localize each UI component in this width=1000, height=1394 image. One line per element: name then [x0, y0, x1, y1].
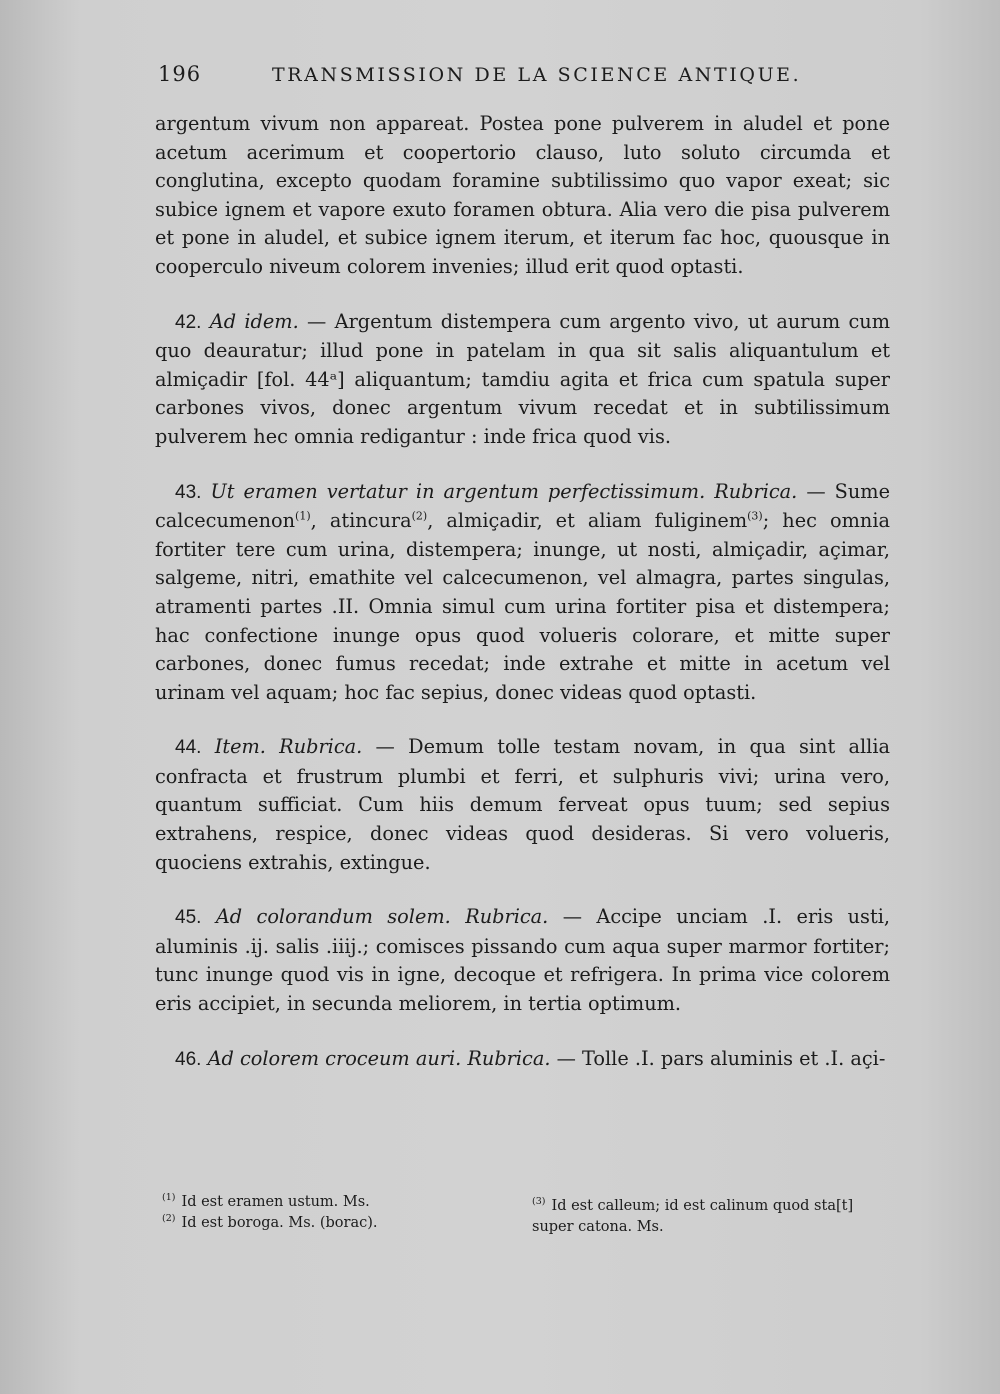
- paragraph-text: — Tolle .I. pars aluminis et .I. açi-: [556, 1046, 886, 1070]
- page-header: [158, 62, 888, 96]
- paragraph-heading: Item. Rubrica.: [214, 735, 363, 759]
- paragraph-heading: Ad colorem croceum auri. Rubrica.: [207, 1046, 551, 1070]
- footnote-text: Id est calleum; id est calinum quod sta[t]: [551, 1198, 854, 1214]
- footnotes: [162, 1192, 897, 1262]
- paragraph-46: [155, 1045, 890, 1075]
- footnote-3: [532, 1196, 897, 1217]
- footnote-3-continued: super catona. Ms.: [532, 1219, 664, 1235]
- footnote-2: [162, 1213, 482, 1234]
- footnote-ref-3[interactable]: (3): [747, 509, 763, 523]
- paragraph-continued: [155, 110, 890, 282]
- paragraph-text: argentum vivum non appareat. Postea pone pulverem in aludel et pone acetum acerimum et coopertorio clauso, luto soluto circumda et conglutina, excepto quodam foramine subtilissimo quo vapor exeat; sic subice ignem et vapore exuto foramen obtura. Alia vero die pisa pulverem et pone in aludel, et subice ignem iterum, et iterum fac hoc, quousque in cooperculo niveum colorem invenies; illud erit quod optasti.: [155, 112, 890, 278]
- body-text: [155, 110, 890, 1074]
- paragraph-number: 43.: [175, 481, 202, 503]
- paragraph-text: , atincura: [310, 509, 412, 533]
- paragraph-text: — Sume calcecumenon: [155, 479, 890, 533]
- paragraph-text: — Accipe unciam .I. eris usti, aluminis .ij. salis .iiij.; comisces pissando cum aqua super marmor fortiter; tunc inunge quod vis in igne, decoque et refrigera. In prima vice colorem eris accipiet, in secunda meliorem, in tertia optimum.: [155, 905, 890, 1016]
- footnote-mark: (3): [532, 1196, 546, 1208]
- paragraph-45: [155, 903, 890, 1018]
- footnote-1: [162, 1192, 482, 1213]
- footnote-mark: (2): [162, 1213, 176, 1225]
- footnote-ref-2[interactable]: (2): [411, 509, 428, 523]
- footnote-text: Id est boroga. Ms. (borac).: [181, 1215, 378, 1231]
- running-title: TRANSMISSION DE LA SCIENCE ANTIQUE.: [272, 64, 802, 86]
- paragraph-43: [155, 478, 890, 708]
- footnotes-right-column: [532, 1196, 897, 1238]
- footnote-mark: (1): [162, 1192, 176, 1204]
- footnote-text: Id est eramen ustum. Ms.: [181, 1194, 370, 1210]
- paragraph-44: [155, 733, 890, 877]
- paragraph-text: ; hec omnia fortiter tere cum urina, distempera; inunge, ut nosti, almiçadir, açimar, salgeme, nitri, emathite vel calcecumenon, vel almagra, partes singulas, atramenti partes .II. Omnia simul cum urina fortiter pisa et distempera; hac confectione inunge opus quod volueris colorare, et mitte super carbones, donec fumus recedat; inde extrahe et mitte in acetum vel urinam vel aquam; hoc fac sepius, donec videas quod optasti.: [155, 509, 891, 704]
- paragraph-number: 44.: [175, 737, 202, 759]
- paragraph-text: , almiçadir, et aliam fuliginem: [427, 509, 748, 533]
- paragraph-number: 42.: [175, 311, 202, 333]
- paragraph-42: [155, 308, 890, 452]
- paragraph-number: 46.: [175, 1048, 202, 1070]
- page-number: 196: [158, 62, 202, 86]
- paragraph-text: — Argentum distempera cum argento vivo, ut aurum cum quo deauratur; illud pone in patelam in qua sit salis aliquantulum et almiçadir [fol. 44ᵃ] aliquantum; tamdiu agita et frica cum spatula super carbones vivos, donec argentum vivum recedat et in subtilissimum pulverem hec omnia redigantur : inde frica quod vis.: [155, 309, 890, 448]
- paragraph-number: 45.: [175, 907, 202, 929]
- paragraph-heading: Ut eramen vertatur in argentum perfectissimum. Rubrica.: [210, 479, 798, 503]
- paragraph-heading: Ad idem.: [209, 309, 299, 333]
- paragraph-heading: Ad colorandum solem. Rubrica.: [215, 905, 549, 929]
- footnotes-left-column: [162, 1192, 482, 1234]
- footnote-ref-1[interactable]: (1): [295, 509, 311, 523]
- paragraph-text: — Demum tolle testam novam, in qua sint allia confracta et frustrum plumbi et ferri, et sulphuris vivi; urina vero, quantum sufficiat. Cum hiis demum ferveat opus tuum; sed sepius extrahens, respice, donec videas quod desideras. Si vero volueris, quociens extrahis, extingue.: [155, 735, 890, 874]
